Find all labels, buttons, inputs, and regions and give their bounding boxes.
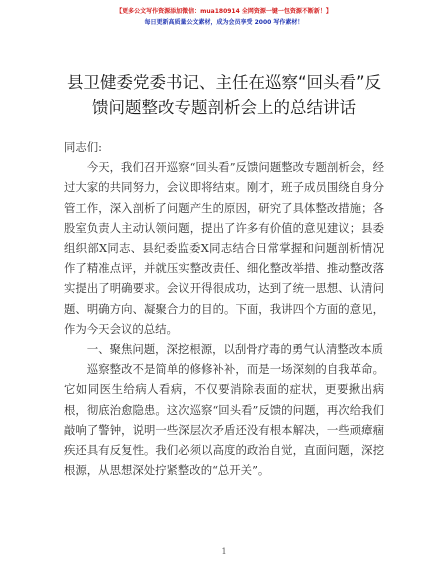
promo-banner-line1: 【更多公文写作资源添加微信：mua180914 全网资源一键一包资源不断新！】 xyxy=(116,8,332,15)
promo-banner-line2: 每日更新高质量公文素材，成为会员享受 2000 写作素材！ xyxy=(144,19,304,26)
paragraph-intro: 今天，我们召开巡察“回头看”反馈问题整改专题剖析会，经过大家的共同努力，会议即将结束。刚才，班子成员围绕自身分管工作，深入剖析了问题产生的原因，研究了具体整改措施；各股室负责人主动认领问题，提出了许多有价值的意见建议；县委组织部X同志、县纪委监委X同志结合日常掌握和问题剖析情况作了精准点评，并就压实整改责任、细化整改举措、推动整改落实提出了明确要求。会议开得很成功，达到了统一思想、认清问题、明确方向、凝聚合力的目的。下面，我讲四个方面的意见，作为今天会议的总结。 xyxy=(64,160,384,336)
title-line-1: 县卫健委党委书记、主任在巡察“回头看”反 xyxy=(66,73,382,92)
paragraph-section-1: 巡察整改不是简单的修修补补，而是一场深刻的自我革命。它如同医生给病人看病，不仅要消除表面的症状，更要揪出病根，彻底治愈隐患。这次巡察“回头看”反馈的问题，再次给我们敲响了警钟，说明一些深层次矛盾还没有根本解决，一些顽瘴痼疾还具有反复性。我们必须以高度的政治自觉，直面问题，深挖根源，从思想深处拧紧整改的“总开关”。 xyxy=(64,362,384,478)
title-line-2: 馈问题整改专题剖析会上的总结讲话 xyxy=(92,98,356,117)
document-body xyxy=(64,137,384,480)
page-number: 1 xyxy=(221,547,227,556)
document-title xyxy=(52,70,396,120)
greeting: 同志们: xyxy=(64,140,103,154)
section-heading-1: 一、聚焦问题，深挖根源，以刮骨疗毒的勇气认清整改本质 xyxy=(86,342,383,357)
